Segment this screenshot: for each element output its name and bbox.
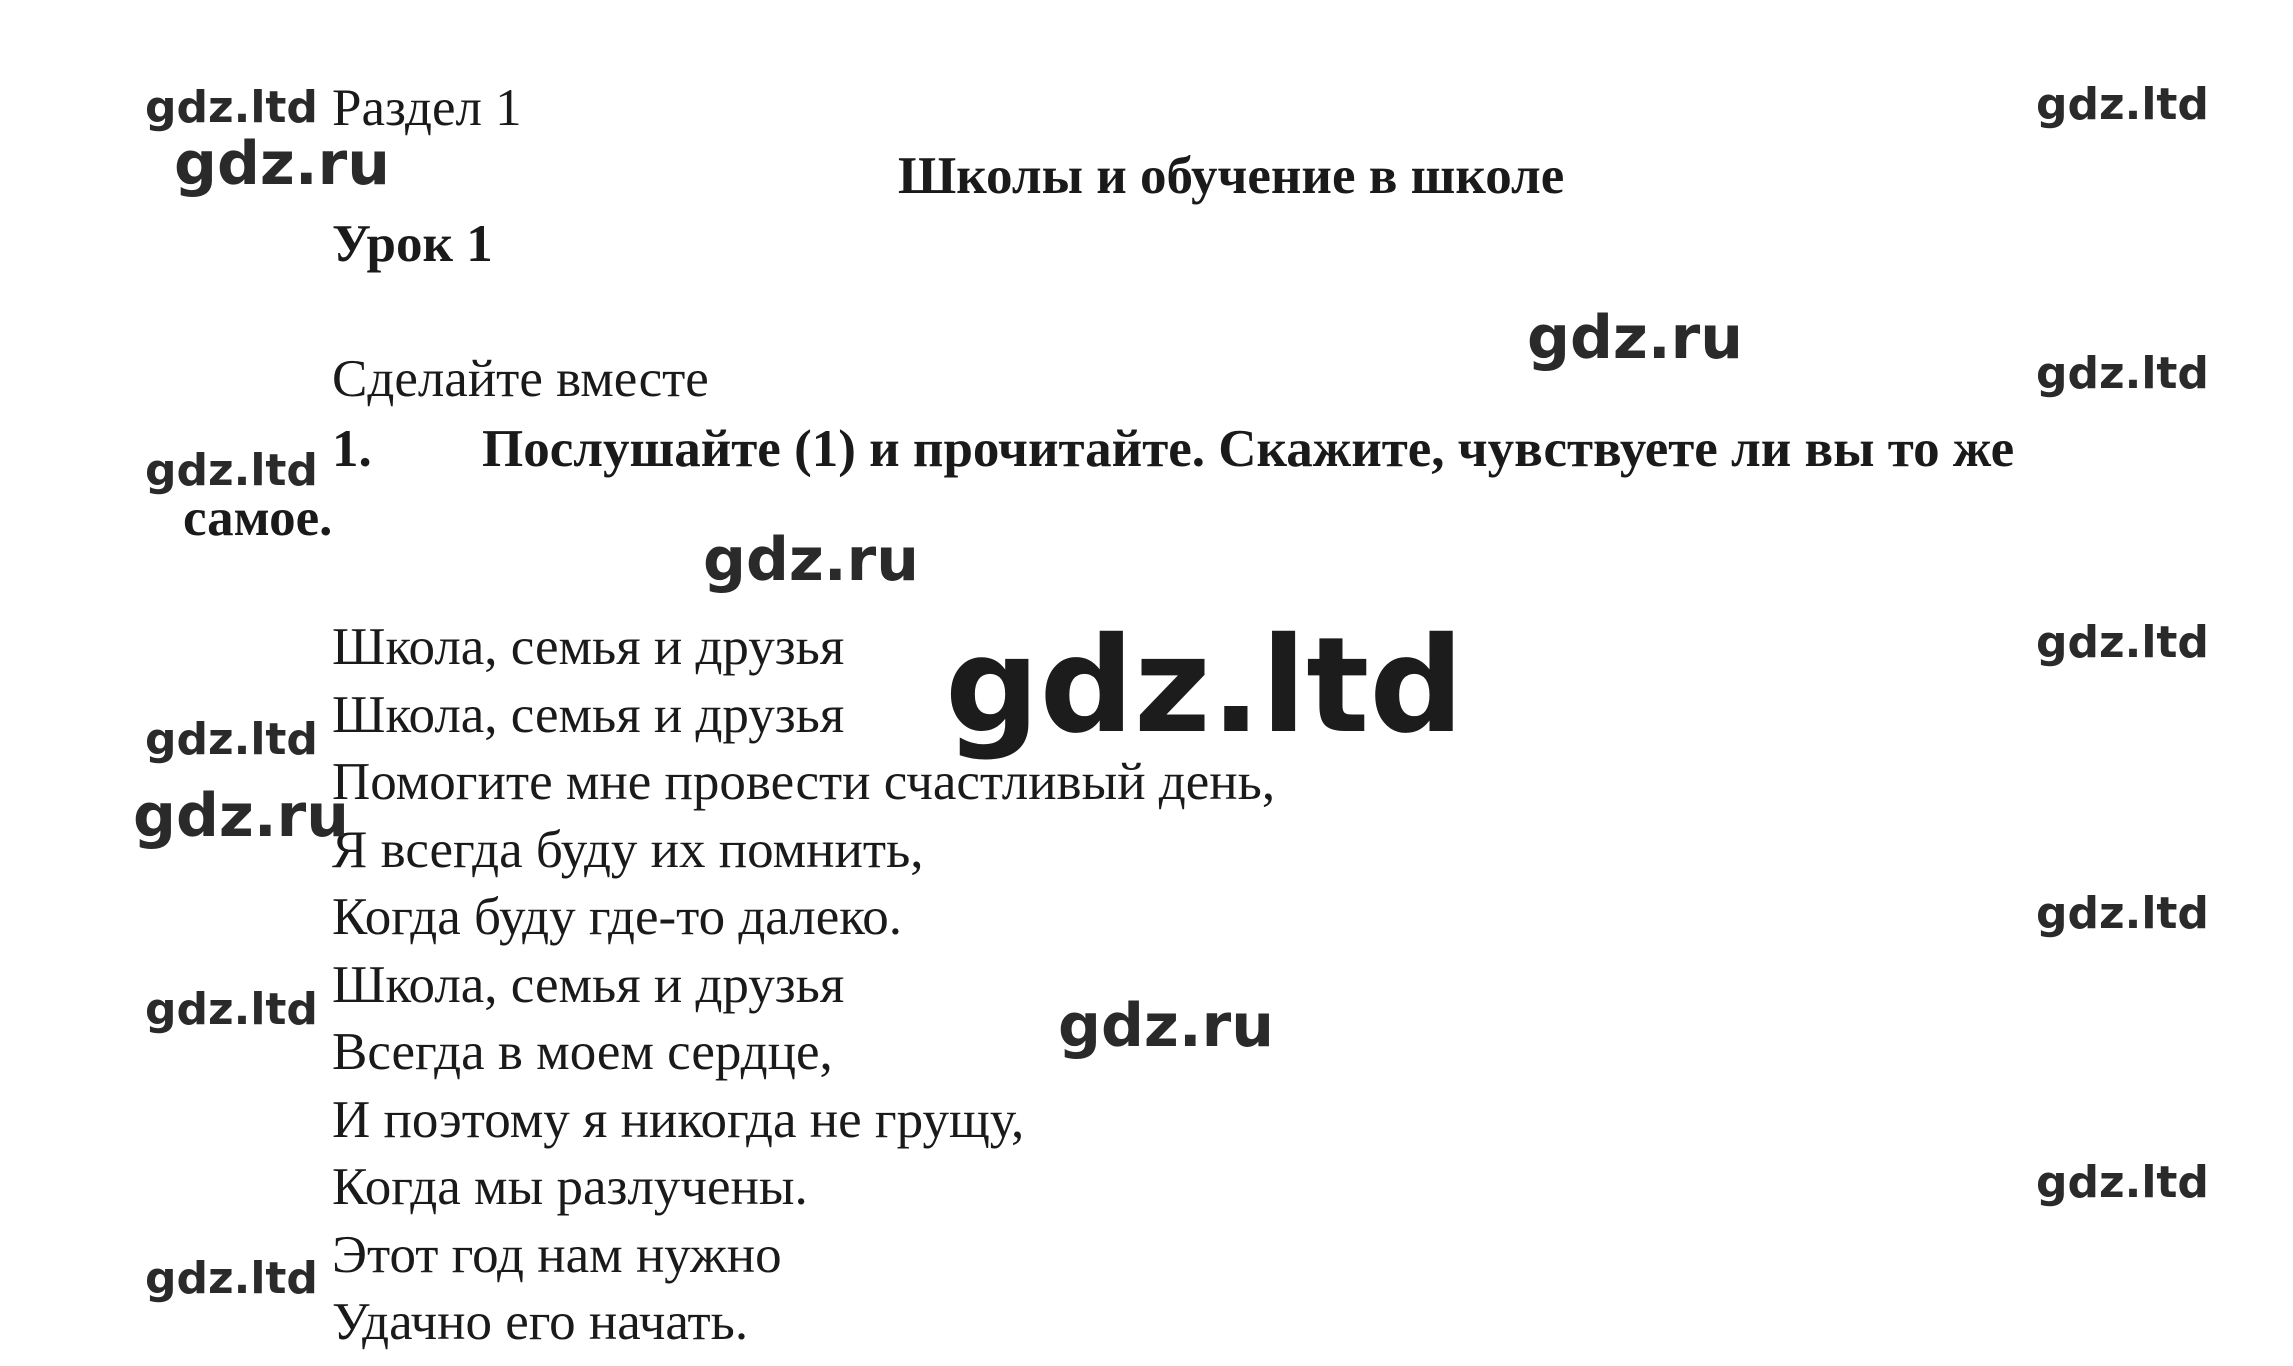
poem-line: Школа, семья и друзья (332, 618, 845, 676)
watermark-ltd-large: gdz.ltd (945, 609, 1464, 763)
poem-line: Этот год нам нужно (332, 1225, 782, 1284)
poem-line: Школа, семья и друзья (332, 685, 845, 744)
poem-line: Школа, семья и друзья (332, 955, 845, 1014)
task-instruction-line-1: Послушайте (1) и прочитайте. Скажите, чувствуете ли вы то же (482, 420, 2015, 478)
watermark-ltd: gdz.ltd (2036, 1157, 2209, 1208)
lesson-title: Урок 1 (332, 215, 493, 273)
watermark-ltd: gdz.ltd (145, 984, 318, 1035)
poem-line: Когда мы разлучены. (332, 1158, 808, 1216)
watermark-ru: gdz.ru (703, 525, 919, 595)
activity-label: Сделайте вместе (332, 350, 709, 408)
poem-line: Я всегда буду их помнить, (332, 820, 924, 879)
watermark-ltd: gdz.ltd (145, 82, 318, 133)
poem-line: И поэтому я никогда не грущу, (332, 1090, 1025, 1149)
watermark-ltd: gdz.ltd (2036, 888, 2209, 939)
watermark-ltd: gdz.ltd (145, 445, 318, 496)
watermark-ru: gdz.ru (133, 781, 349, 851)
poem-line: Удачно его начать. (332, 1293, 749, 1351)
watermark-ru: gdz.ru (1058, 991, 1274, 1061)
poem-line: Помогите мне провести счастливый день, (332, 753, 1276, 811)
watermark-ltd: gdz.ltd (2036, 79, 2209, 130)
watermark-ltd: gdz.ltd (2036, 617, 2209, 668)
watermark-ru: gdz.ru (1527, 303, 1743, 373)
task-number: 1. (332, 420, 372, 478)
poem-line: Когда буду где-то далеко. (332, 888, 903, 946)
watermark-ru: gdz.ru (174, 129, 390, 199)
watermark-ltd: gdz.ltd (145, 714, 318, 765)
section-label: Раздел 1 (332, 79, 522, 137)
task-instruction-line-2: самое. (183, 489, 333, 547)
poem-line: Всегда в моем сердце, (332, 1023, 833, 1081)
watermark-ltd: gdz.ltd (2036, 348, 2209, 399)
watermark-ltd: gdz.ltd (145, 1253, 318, 1304)
topic-title: Школы и обучение в школе (898, 147, 1565, 205)
